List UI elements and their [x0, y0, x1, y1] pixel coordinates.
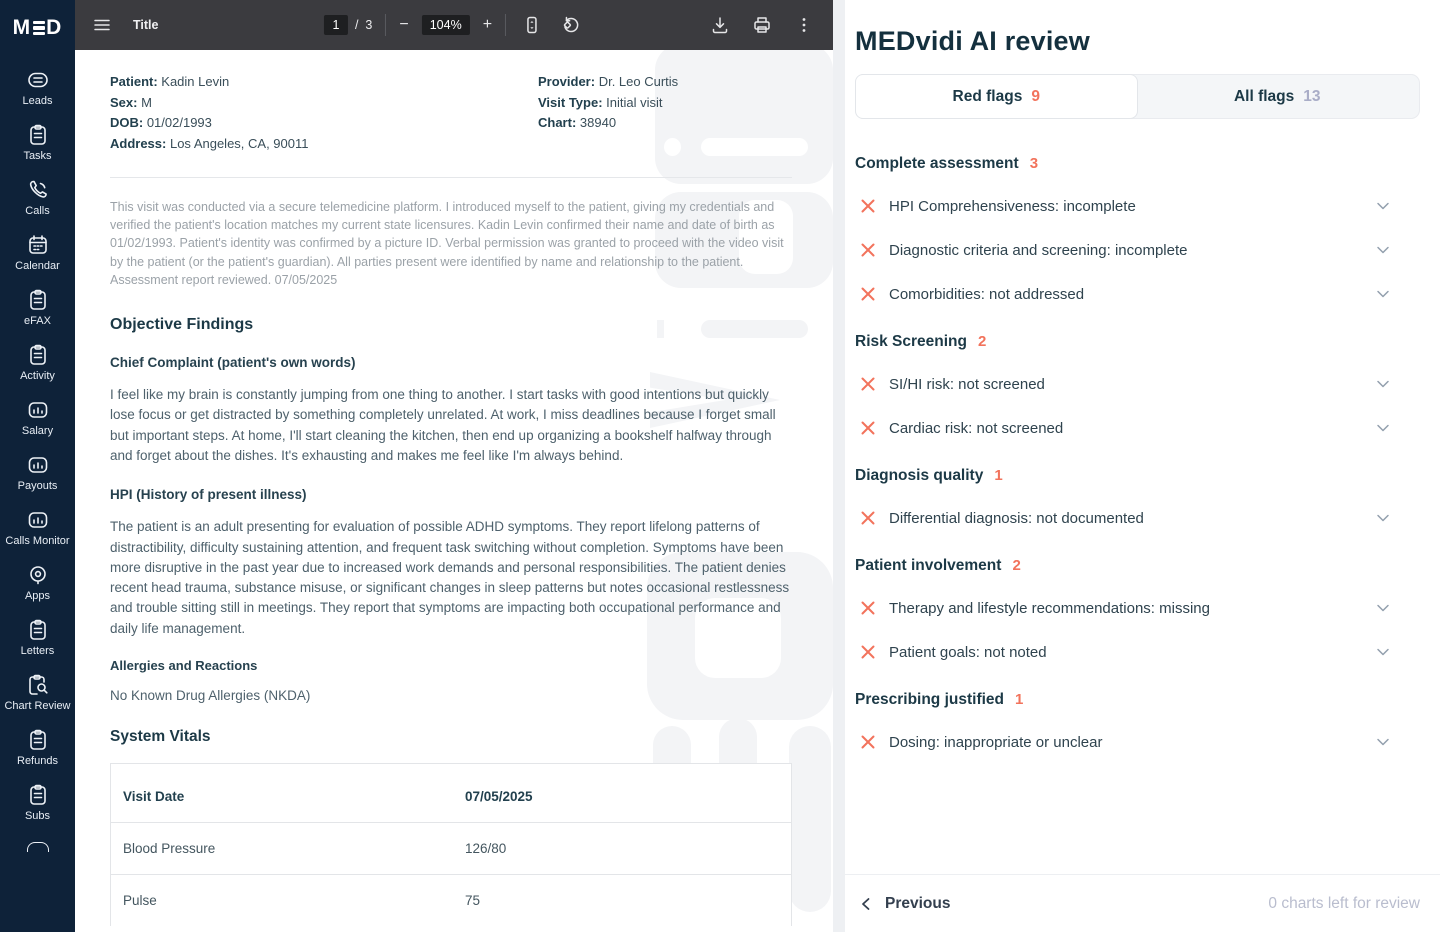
flag-item[interactable]: Patient goals: not noted — [855, 640, 1420, 664]
vitals-table — [110, 763, 792, 926]
refunds-icon — [26, 728, 50, 752]
x-icon — [860, 510, 876, 526]
visit-type-field: Visit Type: Initial visit — [538, 94, 663, 110]
tab-red-flags[interactable]: Red flags 9 — [855, 74, 1138, 119]
chevron-down-icon[interactable] — [1374, 733, 1392, 751]
section-complete-assessment: Complete assessment 3 HPI Comprehensiveness: incomplete Diagnostic criteria and screening: incomplete Comorbidities: not addressed — [855, 155, 1420, 306]
x-icon — [860, 600, 876, 616]
chevron-down-icon[interactable] — [1374, 197, 1392, 215]
sidebar-item-efax[interactable] — [4, 288, 72, 328]
salary-icon — [26, 398, 50, 422]
x-icon — [860, 644, 876, 660]
chevron-down-icon[interactable] — [1374, 419, 1392, 437]
x-icon — [860, 734, 876, 750]
section-count: 1 — [1015, 691, 1024, 708]
sex-field: Sex: M — [110, 94, 152, 110]
sidebar — [0, 0, 75, 932]
document-title: Title — [133, 18, 159, 32]
page-number-input[interactable]: 1 — [324, 15, 348, 35]
page-total: 3 — [365, 18, 373, 32]
subs-icon — [26, 783, 50, 807]
flags-tab-bar — [855, 74, 1420, 119]
leads-icon — [26, 68, 50, 92]
toolbar-divider — [505, 14, 506, 36]
section-count: 2 — [978, 333, 987, 350]
tab-all-flags[interactable]: All flags 13 — [1233, 87, 1321, 105]
x-icon — [860, 420, 876, 436]
section-count: 3 — [1029, 155, 1039, 172]
chevron-down-icon[interactable] — [1374, 285, 1392, 303]
sidebar-item-label: eFAX — [24, 315, 51, 327]
zoom-in-icon[interactable]: + — [482, 16, 493, 33]
sidebar-item-label: Subs — [24, 810, 51, 822]
chief-complaint-text: I feel like my brain is constantly jumping from one thing to another. I start tasks with good intentions but quickly lose focus or get distracted by something completely unrelated. At work, I miss deadlines because I forget small but important steps. At home, I'll start cleaning the kitchen, then end up organizing a bookshelf halfway through and forget about the dishes. It's exhausting and makes me feel like I'm always behind. — [110, 387, 776, 463]
vitals-heading: System Vitals — [110, 727, 211, 745]
calendar-icon — [26, 233, 50, 257]
sidebar-item-chart-review[interactable] — [4, 673, 72, 713]
sidebar-item-label: Calls Monitor — [5, 535, 70, 547]
sidebar-item-salary[interactable] — [4, 398, 72, 438]
flag-item[interactable]: Therapy and lifestyle recommendations: missing — [855, 596, 1420, 620]
sidebar-item-label: Payouts — [17, 480, 58, 492]
pdf-page — [75, 50, 833, 932]
print-icon[interactable] — [749, 12, 775, 38]
pdf-toolbar — [75, 0, 833, 50]
flag-item[interactable]: Dosing: inappropriate or unclear — [855, 730, 1420, 754]
previous-button[interactable]: Previous — [858, 895, 950, 913]
document-content — [75, 50, 795, 926]
section-count: 1 — [994, 467, 1003, 484]
objective-findings-heading: Objective Findings — [110, 316, 254, 334]
flag-item[interactable]: Cardiac risk: not screened — [855, 416, 1420, 440]
chevron-down-icon[interactable] — [1374, 241, 1392, 259]
sidebar-item-apps[interactable] — [4, 563, 72, 603]
dob-field: DOB: 01/02/1993 — [110, 115, 212, 130]
rotate-icon[interactable] — [558, 12, 584, 38]
table-row: Blood Pressure 126/80 — [111, 823, 791, 875]
sidebar-item-label: Calendar — [15, 260, 60, 272]
sidebar-item-tasks[interactable] — [4, 123, 72, 163]
section-risk-screening: Risk Screening 2 SI/HI risk: not screened Cardiac risk: not screened — [855, 333, 1420, 440]
page-separator: / — [354, 18, 359, 32]
flag-item[interactable]: HPI Comprehensiveness: incomplete — [855, 194, 1420, 218]
section-count: 2 — [1012, 557, 1021, 574]
panel-divider-strip — [833, 0, 845, 932]
x-icon — [860, 242, 876, 258]
chevron-left-icon — [858, 895, 874, 913]
more-options-icon[interactable] — [791, 12, 817, 38]
tasks-icon — [26, 123, 50, 147]
hpi-text: The patient is an adult presenting for evaluation of possible ADHD symptoms. They report lifelong patterns of distractibility, difficulty sustaining attention, and frequent task switching without completion. Symptoms have been more disruptive in the past year due to increased work demands and personal responsibilities. The patient denies recent head trauma, substance misuse, or significant changes in sleep patterns but notes occasional restlessness and trouble sitting still in meetings. They report that symptoms are impacting both occupational performance and daily life management. — [110, 519, 790, 636]
sidebar-item-activity[interactable] — [4, 343, 72, 383]
section-diagnosis-quality: Diagnosis quality 1 Differential diagnosis: not documented — [855, 467, 1420, 530]
fit-page-icon[interactable] — [519, 12, 545, 38]
flag-item[interactable]: Diagnostic criteria and screening: incomplete — [855, 238, 1420, 262]
allergies-text: No Known Drug Allergies (NKDA) — [110, 687, 311, 703]
provider-field: Provider: Dr. Leo Curtis — [538, 74, 679, 89]
chevron-down-icon[interactable] — [1374, 599, 1392, 617]
calls-monitor-icon — [26, 508, 50, 532]
chief-complaint-heading: Chief Complaint (patient's own words) — [110, 355, 356, 371]
chevron-down-icon[interactable] — [1374, 375, 1392, 393]
payouts-icon — [26, 453, 50, 477]
red-flags-count: 9 — [1031, 87, 1040, 105]
chart-review-icon — [26, 673, 50, 697]
chevron-down-icon[interactable] — [1374, 509, 1392, 527]
x-icon — [860, 286, 876, 302]
flag-item[interactable]: SI/HI risk: not screened — [855, 372, 1420, 396]
pdf-viewer — [75, 0, 833, 932]
calls-icon — [26, 178, 50, 202]
sidebar-item-label: Activity — [20, 370, 55, 382]
med-logo[interactable]: M D — [12, 16, 63, 39]
zoom-level[interactable]: 104% — [422, 15, 470, 35]
intro-paragraph: This visit was conducted via a secure telemedicine platform. I introduced myself to the patient, giving my credentials and verified the patient's location matches my current state licensures. Kadin Levin confirmed their name and date of birth as 01/02/1993. Patient's identity was confirmed by a picture ID. Verbal permission was granted to proceed with the video visit by the patient (or the patient's guardian). All parties present were identified by name and relationship to the patient. Assessment report reviewed. 07/05/2025 — [110, 200, 784, 287]
divider — [110, 177, 792, 178]
page-title: MEDvidi AI review — [855, 26, 1090, 56]
sidebar-item-label: Leads — [22, 95, 53, 107]
chevron-down-icon[interactable] — [1374, 643, 1392, 661]
sidebar-item-letters[interactable] — [4, 618, 72, 658]
patient-info — [110, 72, 792, 154]
menu-icon[interactable] — [89, 12, 115, 38]
logo-e-bars — [33, 21, 45, 36]
review-footer — [845, 874, 1440, 932]
patient-field: Patient: Kadin Levin — [110, 74, 230, 89]
sidebar-item-label: Salary — [21, 425, 54, 437]
toolbar-divider — [385, 14, 386, 36]
x-icon — [860, 376, 876, 392]
sidebar-item-calls-monitor[interactable] — [4, 508, 72, 548]
sidebar-item-leads[interactable] — [4, 68, 72, 108]
address-field: Address: Los Angeles, CA, 90011 — [110, 135, 309, 151]
table-row: Pulse 75 — [111, 875, 791, 926]
section-patient-involvement: Patient involvement 2 Therapy and lifestyle recommendations: missing Patient goals: not noted — [855, 557, 1420, 664]
allergies-heading: Allergies and Reactions — [110, 657, 258, 673]
sidebar-item-calls[interactable] — [4, 178, 72, 218]
flag-item[interactable]: Comorbidities: not addressed — [855, 282, 1420, 306]
sidebar-item-payouts[interactable] — [4, 453, 72, 493]
sidebar-item-calendar[interactable] — [4, 233, 72, 273]
efax-icon — [26, 288, 50, 312]
sidebar-item-refunds[interactable] — [4, 728, 72, 768]
ai-review-panel — [845, 0, 1440, 932]
sidebar-item-subs[interactable] — [4, 783, 72, 823]
sidebar-item-label: Refunds — [17, 755, 58, 767]
sidebar-item-label: Tasks — [23, 150, 52, 162]
download-icon[interactable] — [707, 12, 733, 38]
letters-icon — [26, 618, 50, 642]
table-row: Visit Date 07/05/2025 — [111, 764, 791, 823]
charts-left-status: 0 charts left for review — [1268, 894, 1420, 912]
partial-icon — [27, 842, 49, 852]
sidebar-item-label: Calls — [25, 205, 50, 217]
all-flags-count: 13 — [1303, 87, 1321, 105]
sidebar-item-label: Letters — [20, 645, 55, 657]
hpi-heading: HPI (History of present illness) — [110, 487, 307, 503]
sidebar-item-label: Apps — [24, 590, 51, 602]
section-prescribing-justified: Prescribing justified 1 Dosing: inappropriate or unclear — [855, 691, 1420, 754]
chart-field: Chart: 38940 — [538, 115, 617, 130]
activity-icon — [26, 343, 50, 367]
sidebar-item-label: Chart Review — [4, 700, 71, 712]
flag-sections — [855, 155, 1420, 754]
flag-item[interactable]: Differential diagnosis: not documented — [855, 506, 1420, 530]
apps-icon — [26, 563, 50, 587]
x-icon — [860, 198, 876, 214]
zoom-out-icon[interactable]: − — [399, 16, 409, 33]
